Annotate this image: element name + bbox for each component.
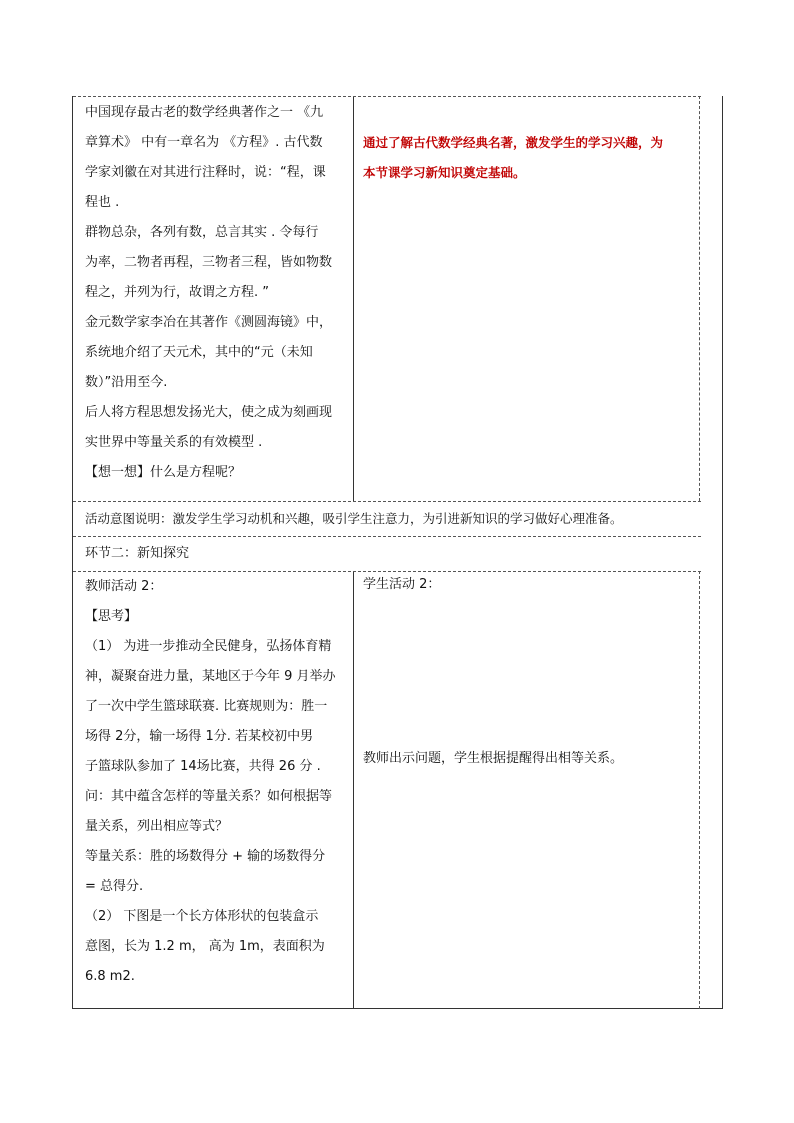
column-divider (353, 96, 354, 501)
text-line: 【思考】 (85, 609, 138, 624)
text-line: 为率，二物者再程，三物者三程，皆如物数 (85, 255, 333, 270)
text-line: 教师活动 2： (85, 579, 163, 594)
text-line: 了一次中学生篮球联赛. 比赛规则为：胜一 (85, 699, 328, 714)
text-line: 神，凝聚奋进力量，某地区于今年 9 月举办 (85, 669, 336, 684)
text-line: （2） 下图是一个长方体形状的包装盒示 (85, 909, 319, 924)
text-line: 数）”沿用至今. (85, 375, 168, 390)
text-line: 学家刘徽在对其进行注释时，说：“程，课 (85, 165, 326, 180)
text-line: 6.8 m2. (85, 969, 135, 984)
design-intent-note (363, 128, 697, 188)
right-margin-line (699, 96, 700, 501)
text-line: = 总得分. (85, 879, 144, 894)
text-line: 场得 2分，输一场得 1分. 若某校初中男 (85, 729, 314, 744)
text-line: 等量关系：胜的场数得分 + 输的场数得分 (85, 849, 326, 864)
activity-intent-text: 活动意图说明：激发学生学习动机和兴趣，吸引学生注意力，为引进新知识的学习做好心理准备。 (85, 511, 623, 526)
text-line: 系统地介绍了天元术，其中的“元（未知 (85, 345, 313, 360)
text-line: 群物总杂，各列有数，总言其实 . 令每行 (85, 225, 319, 240)
row-separator (73, 536, 701, 537)
lesson-table (72, 96, 723, 1009)
history-text-cell (85, 98, 351, 488)
text-line: （1） 为进一步推动全民健身，弘扬体育精 (85, 639, 332, 654)
step-title: 环节二：新知探究 (85, 546, 190, 561)
right-margin-line (699, 571, 700, 1009)
text-line: 子篮球队参加了 14场比赛，共得 26 分 . (85, 759, 321, 774)
text-line: 中国现存最古老的数学经典著作之一 《九 (85, 105, 324, 120)
text-line: 章算术》 中有一章名为 《方程》. 古代数 (85, 135, 323, 150)
text-line: 问：其中蕴含怎样的等量关系？如何根据等 (85, 789, 333, 804)
student-activity-label: 学生活动 2： (363, 577, 441, 592)
student-activity-text: 教师出示问题，学生根据提醒得出相等关系。 (363, 751, 624, 766)
text-line: 实世界中等量关系的有效模型 . (85, 435, 263, 450)
text-line: 金元数学家李冶在其著作《测圆海镜》中， (85, 315, 333, 330)
text-line: 意图，长为 1.2 m， 高为 1m，表面积为 (85, 939, 325, 954)
teacher-activity-cell (85, 572, 351, 992)
text-line: 【想一想】什么是方程呢？ (85, 465, 242, 480)
text-line: 本节课学习新知识奠定基础。 (363, 165, 526, 180)
text-line: 量关系，列出相应等式？ (85, 819, 229, 834)
text-line: 程也 . (85, 195, 120, 210)
row-separator (73, 501, 701, 502)
column-divider (353, 571, 354, 1009)
text-line: 程之，并列为行，故谓之方程. ” (85, 285, 269, 300)
text-line: 通过了解古代数学经典名著，激发学生的学习兴趣，为 (363, 135, 664, 150)
text-line: 后人将方程思想发扬光大，使之成为刻画现 (85, 405, 333, 420)
row-separator (73, 96, 701, 97)
